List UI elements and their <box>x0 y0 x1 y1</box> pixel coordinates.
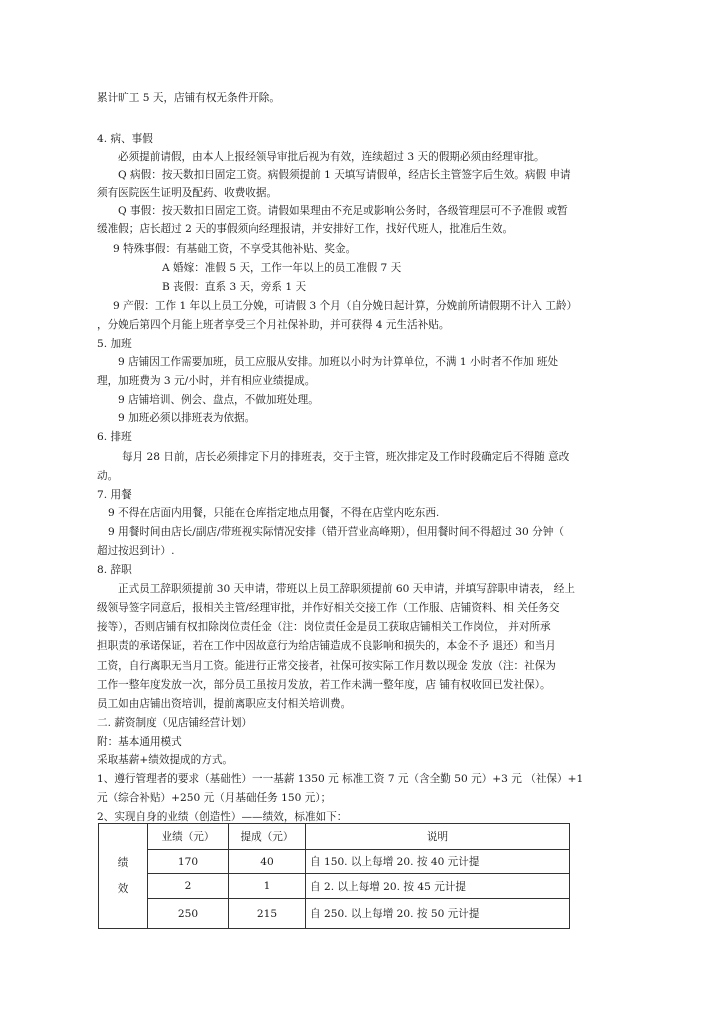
section-heading-leave: 4. 病、事假 <box>97 133 153 145</box>
text-line: 9 店铺因工作需要加班，员工应服从安排。加班以小时为计算单位，不满 1 小时者不作加 班处 <box>118 356 559 368</box>
text-line: 正式员工辞职须提前 30 天申请，带班以上员工辞职须提前 60 天申请，并填写辞职申请表， 经上 <box>118 583 575 595</box>
table-cell: 170 <box>148 850 229 874</box>
table-row <box>99 874 570 899</box>
table-header-row <box>99 824 570 850</box>
section-heading-meals: 7. 用餐 <box>97 489 132 501</box>
table-row <box>99 850 570 874</box>
text-line: 1、遵行管理者的要求（基础性）一一基薪 1350 元 标准工资 7 元（含全勤 50 元）+3 元 （社保）+1 <box>97 773 584 785</box>
text-line: 9 店铺培训、例会、盘点，不做加班处理。 <box>118 394 319 406</box>
text-line: 9 特殊事假：有基础工资，不享受其他补贴、奖金。 <box>113 243 357 255</box>
text-line: 理，加班费为 3 元/小时，并有相应业绩提成。 <box>97 375 316 387</box>
text-line: 动。 <box>97 470 119 482</box>
text-line: 9 加班必须以排班表为依据。 <box>118 412 256 424</box>
text-line: 担职责的承诺保证，若在工作中因故意行为给店铺造成不良影响和损失的，本金不予 退还）和当月 <box>97 640 556 652</box>
text-line: B 丧假：直系 3 天，旁系 1 天 <box>162 281 307 293</box>
text-line: A 婚嫁：准假 5 天，工作一年以上的员工准假 7 天 <box>162 262 402 274</box>
section-heading-schedule: 6. 排班 <box>97 431 132 443</box>
text-line: Q 事假：按天数扣日固定工资。请假如果理由不充足或影响公务时，各级管理层可不予准假 或暂 <box>118 205 568 217</box>
text-line: 员工如由店铺出资培训，提前离职应支付相关培训费。 <box>97 698 352 710</box>
table-cell: 215 <box>229 899 306 929</box>
table-row <box>99 899 570 929</box>
text-line: 超过按迟到计）. <box>97 545 175 557</box>
table-cell: 250 <box>148 899 229 929</box>
text-line: 工资，自行离职无当月工资。能进行正常交接者，社保可按实际工作月数以现金 发放（注：社保为 <box>97 660 556 672</box>
table-cell: 自 2. 以上每增 20. 按 45 元计提 <box>306 874 570 899</box>
section-heading-resignation: 8. 辞职 <box>97 564 132 576</box>
text-line: 9 产假：工作 1 年以上员工分娩，可请假 3 个月（自分娩日起计算，分娩前所请假期不计入 工龄） <box>113 300 578 312</box>
performance-table <box>98 823 570 929</box>
text-line: 缓准假；店长超过 2 天的事假须向经理报请，并安排好工作，找好代班人，批准后生效。 <box>97 223 514 235</box>
table-cell: 1 <box>229 874 306 899</box>
table-cell: 40 <box>229 850 306 874</box>
text-line: 元（综合补贴）+250 元（月基础任务 150 元）； <box>97 792 332 804</box>
text-line: 须有医院医生证明及配药、收费收据。 <box>97 187 278 199</box>
column-header: 说明 <box>306 824 570 850</box>
text-line: 接等），否则店铺有权扣除岗位责任金（注：岗位责任金是员工获取店铺相关工作岗位， 并对所承 <box>97 621 551 633</box>
section-heading-overtime: 5. 加班 <box>97 338 132 350</box>
row-header-char: 效 <box>117 883 129 895</box>
text-line: 工作一整年度发放一次，部分员工虽按月发放，若工作未满一整年度，店 铺有权收回已发社保）。 <box>97 679 551 691</box>
text-line: 级领导签字同意后，报相关主管/经理审批，并作好相关交接工作（工作服、店铺资料、相 关任务交 <box>97 602 560 614</box>
table-cell: 自 250. 以上每增 20. 按 50 元计提 <box>306 899 570 929</box>
text-line: 采取基薪+绩效提成的方式。 <box>97 754 234 766</box>
table-cell: 自 150. 以上每增 20. 按 40 元计提 <box>306 850 570 874</box>
text-line: 9 用餐时间由店长/副店/带班视实际情况安排（错开营业高峰期），但用餐时间不得超过 30 分钟（ <box>108 526 564 538</box>
text-line: 必须提前请假，由本人上报经领导审批后视为有效，连续超过 3 天的假期必须由经理审批。 <box>118 151 545 163</box>
column-header: 提成（元） <box>229 824 306 850</box>
text-line: ，分娩后第四个月能上班者享受三个月社保补助，并可获得 4 元生活补贴。 <box>97 319 450 331</box>
text-line: 附：基本通用模式 <box>97 736 182 748</box>
section-heading-salary: 二. 薪资制度（见店铺经营计划） <box>97 717 253 729</box>
text-line: 每月 28 日前，店长必须排定下月的排班表，交于主管，班次排定及工作时段确定后不得随 意改 <box>122 451 570 463</box>
table-row-header <box>99 824 148 929</box>
column-header: 业绩（元） <box>148 824 229 850</box>
table-cell: 2 <box>148 874 229 899</box>
text-line: 2、实现自身的业绩（创造性）——绩效，标准如下： <box>97 811 348 823</box>
text-line: 9 不得在店面内用餐，只能在仓库指定地点用餐，不得在店堂内吃东西. <box>108 507 440 519</box>
text-line: 累计旷工 5 天，店铺有权无条件开除。 <box>97 92 280 104</box>
row-header-char: 绩 <box>117 857 129 869</box>
text-line: Q 病假：按天数扣日固定工资。病假须提前 1 天填写请假单，经店长主管签字后生效。病假 申请 <box>118 169 571 181</box>
